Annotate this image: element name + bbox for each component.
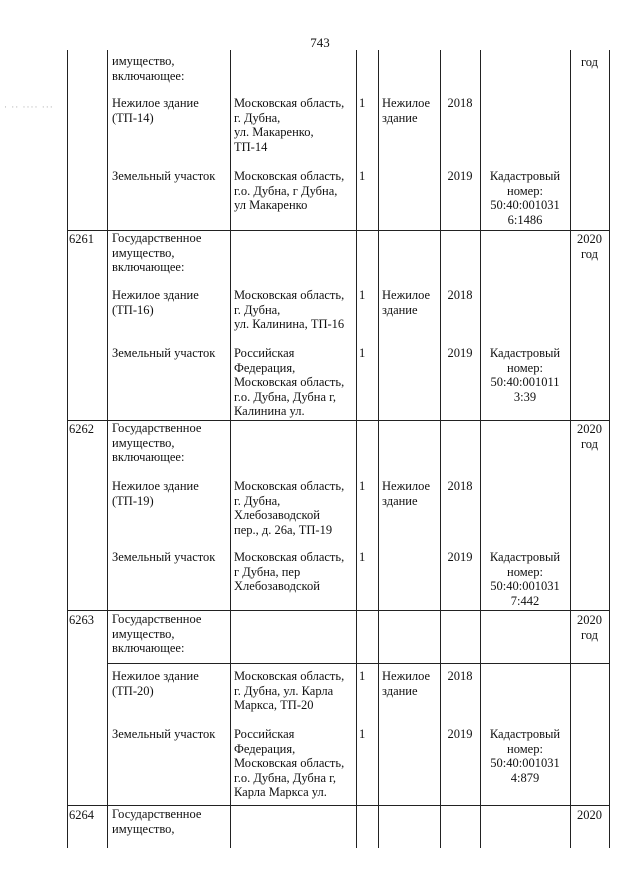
item-address: Московская область, г. Дубна, ул. Макаренко, ТП-14 [234, 96, 345, 154]
row-title: Государственное имущество, включающее: [112, 421, 202, 464]
item-quantity: 1 [359, 479, 366, 493]
item-name: Земельный участок [112, 169, 216, 183]
item-cadastral-note: Кадастровый номер: 50:40:001031 7:442 [489, 550, 561, 608]
item-year: 2019 [447, 727, 473, 741]
scan-noise: · ·· ···· ··· [4, 102, 54, 112]
column-border [107, 50, 108, 848]
item-name: Земельный участок [112, 346, 216, 360]
row-border [67, 805, 609, 806]
row-year: 2020 год [577, 422, 602, 451]
row-year: 2020 год [577, 232, 602, 261]
column-border [609, 50, 610, 848]
column-border [378, 50, 379, 848]
column-border [67, 50, 68, 848]
item-year: 2019 [447, 346, 473, 360]
item-quantity: 1 [359, 727, 366, 741]
row-title: Государственное имущество, [112, 807, 202, 836]
item-year: 2019 [447, 550, 473, 564]
column-border [440, 50, 441, 848]
item-quantity: 1 [359, 346, 366, 360]
item-name: Нежилое здание (ТП-14) [112, 96, 199, 125]
row-title: имущество, включающее: [112, 54, 185, 83]
item-type: Нежилое здание [382, 669, 431, 698]
row-inner-border [107, 663, 609, 664]
column-border [230, 50, 231, 848]
item-address: Российская Федерация, Московская область, г.о. Дубна, Дубна г, Калинина ул. [234, 346, 345, 418]
item-type: Нежилое здание [382, 479, 431, 508]
row-number: 6262 [69, 422, 94, 436]
item-year: 2018 [447, 669, 473, 683]
item-quantity: 1 [359, 96, 366, 110]
row-year: год [580, 55, 599, 69]
item-quantity: 1 [359, 169, 366, 183]
row-title: Государственное имущество, включающее: [112, 231, 202, 274]
item-name: Нежилое здание (ТП-16) [112, 288, 199, 317]
page-number: 743 [310, 35, 330, 50]
item-year: 2018 [447, 288, 473, 302]
item-name: Земельный участок [112, 550, 216, 564]
item-year: 2018 [447, 96, 473, 110]
item-address: Московская область, г Дубна, пер Хлебозаводской [234, 550, 345, 593]
item-address: Московская область, г. Дубна, ул. Карла Маркса, ТП-20 [234, 669, 345, 712]
item-cadastral-note: Кадастровый номер: 50:40:001011 3:39 [489, 346, 561, 404]
row-number: 6263 [69, 613, 94, 627]
item-cadastral-note: Кадастровый номер: 50:40:001031 6:1486 [489, 169, 561, 227]
row-number: 6264 [69, 808, 94, 822]
item-type: Нежилое здание [382, 96, 431, 125]
item-address: Московская область, г. Дубна, Хлебозаводской пер., д. 26а, ТП-19 [234, 479, 345, 537]
item-quantity: 1 [359, 550, 366, 564]
item-name: Земельный участок [112, 727, 216, 741]
column-border [570, 50, 571, 848]
row-year: 2020 год [577, 613, 602, 642]
row-number: 6261 [69, 232, 94, 246]
item-address: Московская область, г.о. Дубна, г Дубна, ул Макаренко [234, 169, 345, 212]
item-year: 2018 [447, 479, 473, 493]
column-border [356, 50, 357, 848]
item-cadastral-note: Кадастровый номер: 50:40:001031 4:879 [489, 727, 561, 785]
item-quantity: 1 [359, 288, 366, 302]
item-name: Нежилое здание (ТП-19) [112, 479, 199, 508]
item-name: Нежилое здание (ТП-20) [112, 669, 199, 698]
column-border [480, 50, 481, 848]
item-year: 2019 [447, 169, 473, 183]
item-quantity: 1 [359, 669, 366, 683]
row-border [67, 610, 609, 611]
row-year: 2020 [577, 808, 602, 822]
item-type: Нежилое здание [382, 288, 431, 317]
item-address: Российская Федерация, Московская область, г.о. Дубна, Дубна г, Карла Маркса ул. [234, 727, 345, 799]
row-title: Государственное имущество, включающее: [112, 612, 202, 655]
item-address: Московская область, г. Дубна, ул. Калинина, ТП-16 [234, 288, 345, 331]
